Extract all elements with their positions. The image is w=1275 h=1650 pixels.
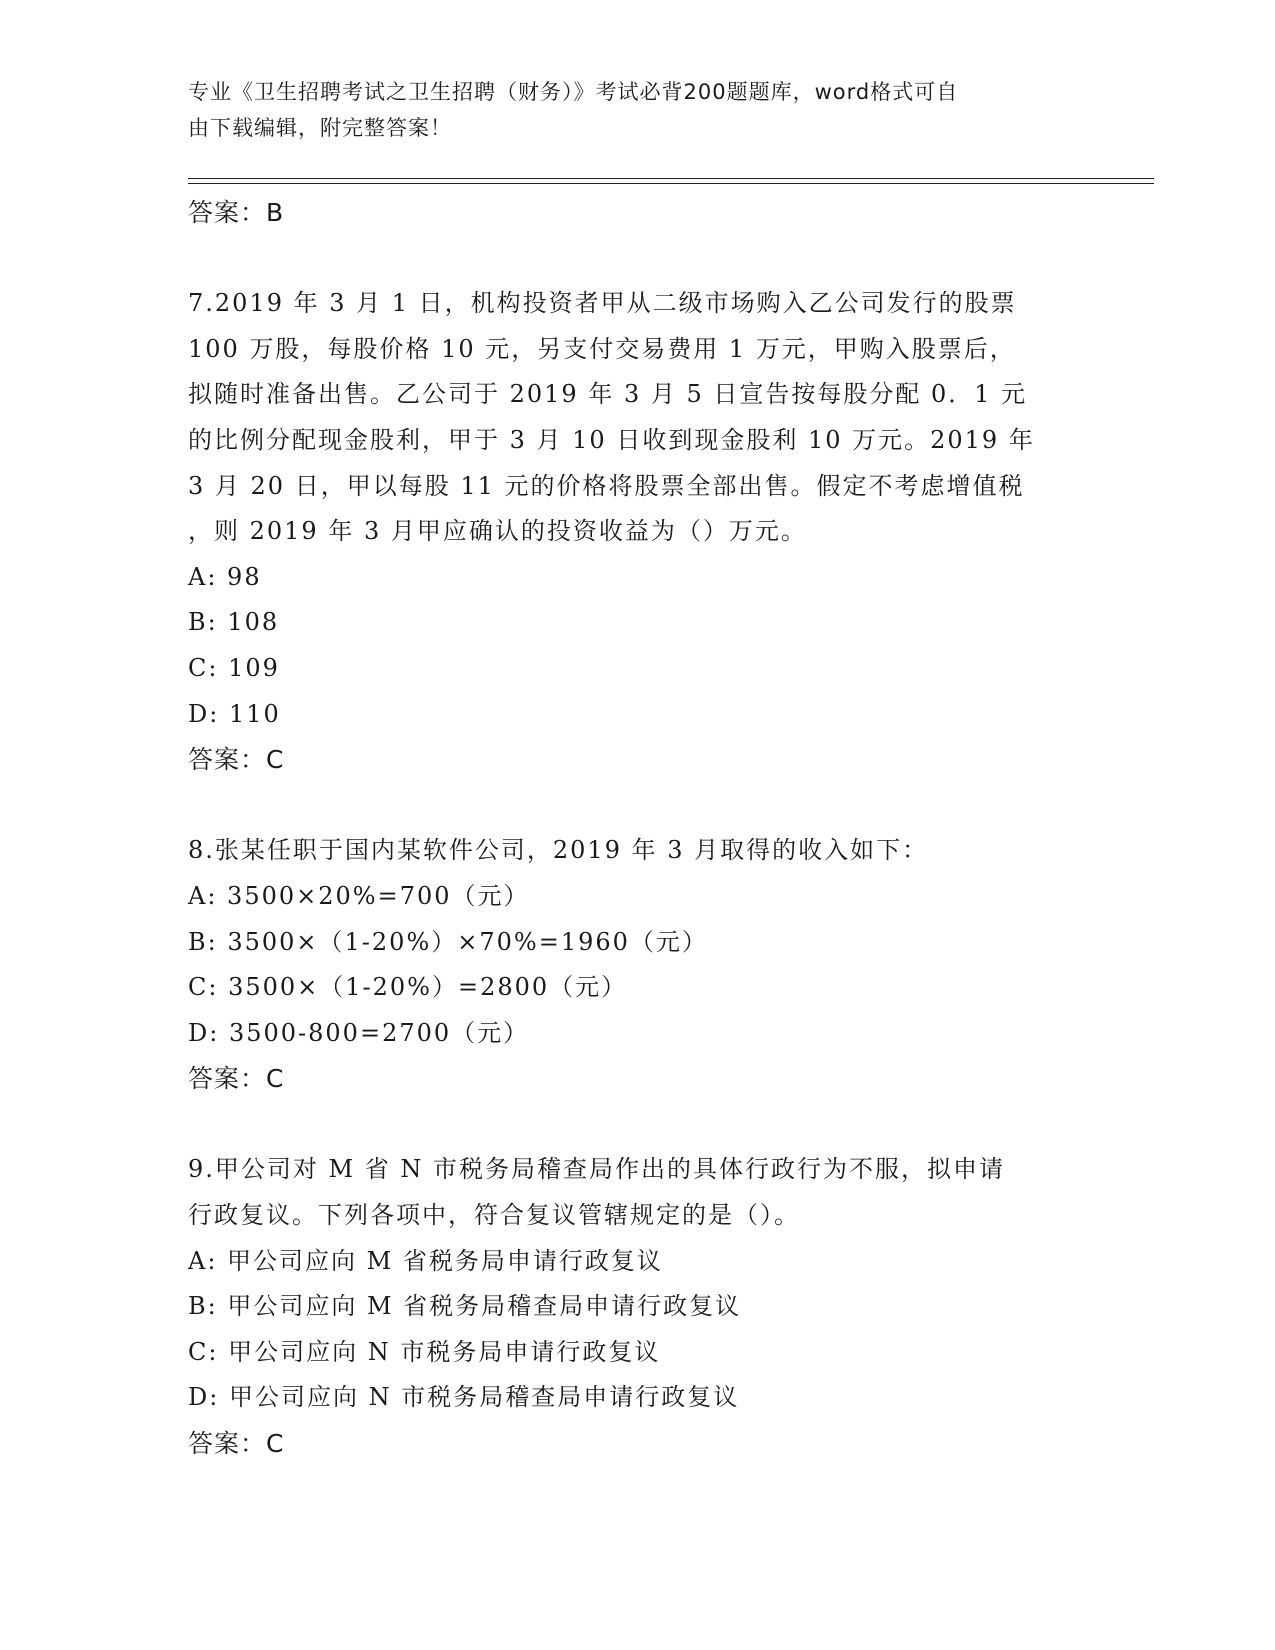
option-a: A: 甲公司应向 M 省税务局申请行政复议 (188, 1246, 663, 1275)
question-text-line: ，则 2019 年 3 月甲应确认的投资收益为（）万元。 (188, 517, 807, 546)
header-divider-bottom (188, 183, 1154, 184)
answer-line: 答案：C (188, 1429, 285, 1459)
option-c: C: 109 (188, 653, 280, 682)
answer-line: 答案：B (188, 198, 285, 227)
document-body (188, 190, 1088, 1467)
header-divider-top (188, 178, 1154, 179)
question-text-line: 100 万股，每股价格 10 元，另支付交易费用 1 万元，甲购入股票后， (188, 334, 1016, 363)
question-text-line: 7.2019 年 3 月 1 日，机构投资者甲从二级市场购入乙公司发行的股票 (188, 289, 1017, 318)
spacer (188, 236, 1088, 282)
question-8 (188, 828, 1088, 1102)
question-text-line: 的比例分配现金股利，甲于 3 月 10 日收到现金股利 10 万元。2019 年 (188, 425, 1035, 454)
option-b: B: 3500×（1-20%）×70%=1960（元） (188, 927, 708, 956)
answer-line: 答案：C (188, 745, 285, 775)
option-b: B: 甲公司应向 M 省税务局稽查局申请行政复议 (188, 1292, 742, 1321)
option-c: C: 甲公司应向 N 市税务局申请行政复议 (188, 1337, 661, 1366)
answer-line: 答案：C (188, 1064, 285, 1094)
option-a: A: 3500×20%=700（元） (188, 881, 530, 910)
question-text-line: 3 月 20 日，甲以每股 11 元的价格将股票全部出售。假定不考虑增值税 (188, 471, 1025, 500)
header-line-2: 由下载编辑，附完整答案！ (188, 116, 452, 140)
option-d: D: 110 (188, 699, 281, 728)
spacer (188, 1102, 1088, 1148)
question-9 (188, 1147, 1088, 1466)
option-d: D: 3500-800=2700（元） (188, 1018, 530, 1047)
option-d: D: 甲公司应向 N 市税务局稽查局申请行政复议 (188, 1383, 740, 1412)
spacer (188, 783, 1088, 829)
option-c: C: 3500×（1-20%）=2800（元） (188, 973, 628, 1002)
question-text-line: 9.甲公司对 M 省 N 市税务局稽查局作出的具体行政行为不服，拟申请 (188, 1155, 1005, 1184)
question-text-line: 拟随时准备出售。乙公司于 2019 年 3 月 5 日宣告按每股分配 0．1 元 (188, 380, 1028, 409)
question-7 (188, 281, 1088, 783)
question-text-line: 行政复议。下列各项中，符合复议管辖规定的是（）。 (188, 1201, 800, 1230)
option-a: A: 98 (188, 562, 262, 591)
header-line-1: 专业《卫生招聘考试之卫生招聘（财务）》考试必背200题题库，word格式可自 (188, 80, 959, 104)
option-b: B: 108 (188, 608, 280, 637)
document-header (188, 74, 1068, 146)
question-text-line: 8.张某任职于国内某软件公司，2019 年 3 月取得的收入如下： (188, 836, 929, 865)
